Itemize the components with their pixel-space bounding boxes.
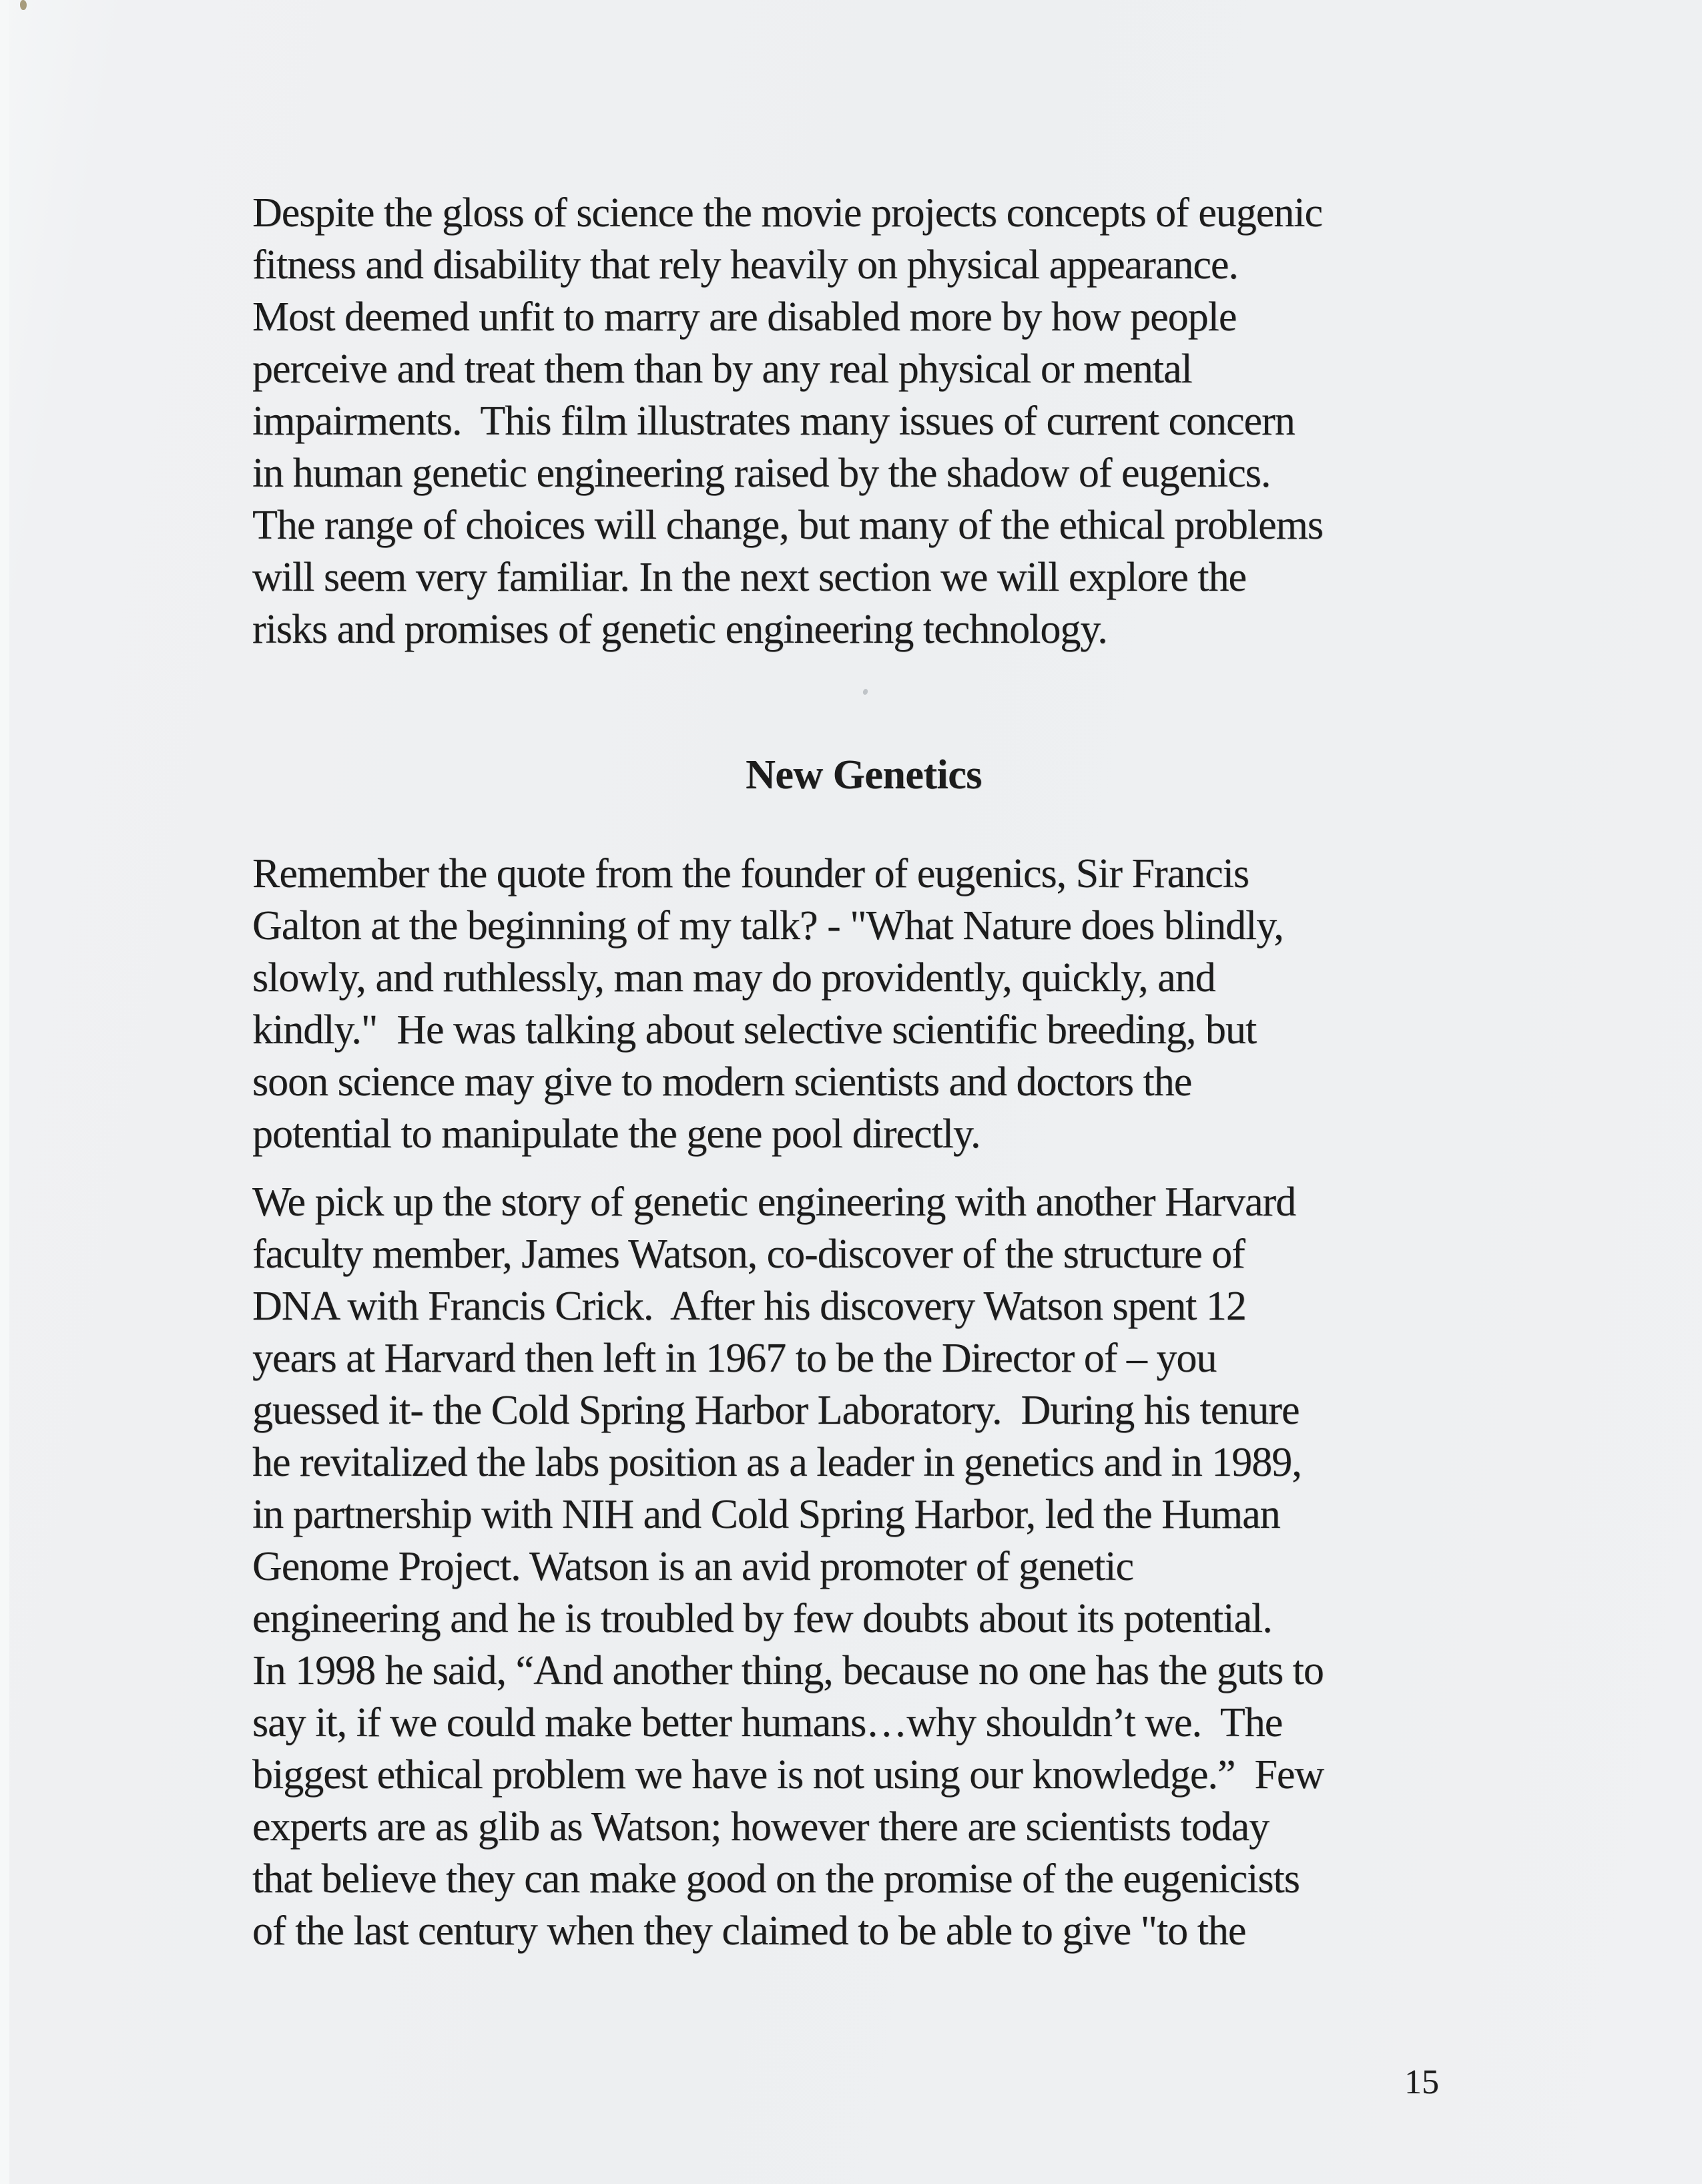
text-line: of the last century when they claimed to be able to give "to the [252,1908,1246,1954]
text-line: DNA with Francis Crick. After his discovery Watson spent 12 [252,1284,1246,1329]
text-line: kindly." He was talking about selective scientific breeding, but [252,1007,1257,1053]
text-line: Remember the quote from the founder of eugenics, Sir Francis [252,851,1249,896]
text-line: guessed it- the Cold Spring Harbor Laboratory. During his tenure [252,1388,1300,1433]
text-line: Galton at the beginning of my talk? - "What Nature does blindly, [252,903,1284,948]
text-line: soon science may give to modern scientists and doctors the [252,1059,1192,1105]
scan-edge [0,0,9,2184]
text-line: We pick up the story of genetic engineering with another Harvard [252,1179,1296,1225]
text-line: experts are as glib as Watson; however there are scientists today [252,1804,1269,1850]
text-line: Genome Project. Watson is an avid promoter of genetic [252,1544,1133,1589]
text-line: biggest ethical problem we have is not using our knowledge.” Few [252,1752,1324,1798]
section-heading: New Genetics [746,752,982,798]
text-line: fitness and disability that rely heavily on physical appearance. [252,242,1238,288]
text-line: slowly, and ruthlessly, man may do providently, quickly, and [252,955,1215,1001]
text-line: The range of choices will change, but many of the ethical problems [252,503,1323,548]
text-line: impairments. This film illustrates many issues of current concern [252,398,1295,444]
text-line: Most deemed unfit to marry are disabled more by how people [252,294,1237,340]
text-line: say it, if we could make better humans…why shouldn’t we. The [252,1700,1283,1745]
text-line: in partnership with NIH and Cold Spring Harbor, led the Human [252,1492,1280,1537]
page-number: 15 [1404,2063,1439,2101]
text-line: will seem very familiar. In the next section we will explore the [252,555,1246,600]
text-line: risks and promises of genetic engineering technology. [252,607,1107,652]
text-line: in human genetic engineering raised by the shadow of eugenics. [252,451,1271,496]
text-line: potential to manipulate the gene pool directly. [252,1111,980,1157]
text-line: that believe they can make good on the promise of the eugenicists [252,1856,1300,1902]
text-line: Despite the gloss of science the movie projects concepts of eugenic [252,190,1323,236]
text-line: he revitalized the labs position as a leader in genetics and in 1989, [252,1440,1302,1485]
scan-artifact [20,0,27,10]
text-line: engineering and he is troubled by few doubts about its potential. [252,1596,1272,1641]
text-line: years at Harvard then left in 1967 to be the Director of – you [252,1336,1217,1381]
text-line: In 1998 he said, “And another thing, because no one has the guts to [252,1648,1324,1693]
paragraph-james-watson [252,1176,1475,1957]
text-line: faculty member, James Watson, co-discover of the structure of [252,1232,1245,1277]
paragraph-galton-quote [252,848,1475,1160]
text-block [252,187,1475,1973]
text-line: perceive and treat them than by any real physical or mental [252,346,1192,392]
paragraph-eugenic-fitness [252,187,1475,655]
